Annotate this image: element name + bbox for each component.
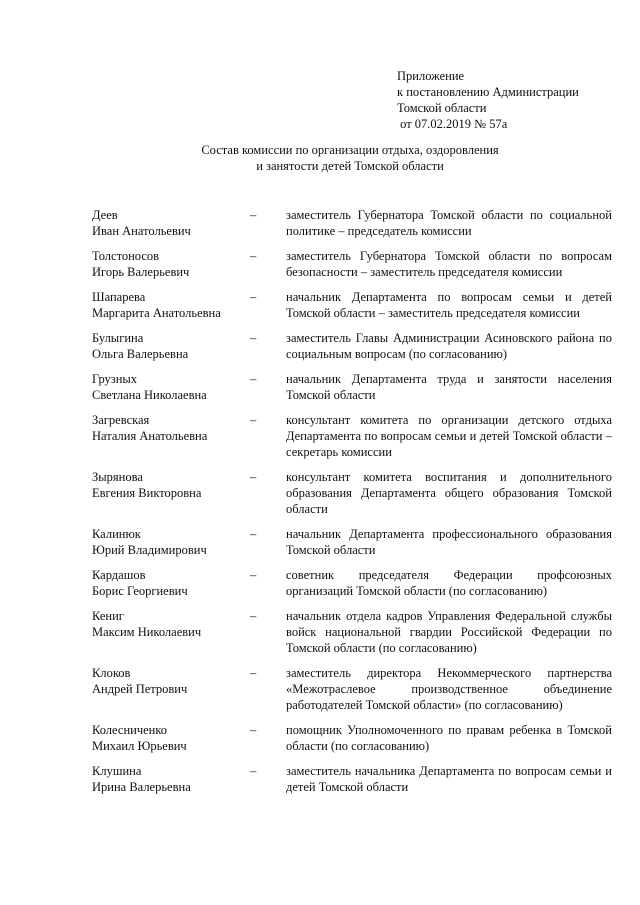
member-surname: Загревская — [92, 413, 150, 427]
member-row — [92, 665, 612, 713]
member-dash: – — [250, 723, 257, 737]
member-role: начальник Департамента труда и занятости населения Томской области — [286, 372, 612, 402]
member-given-names: Ольга Валерьевна — [92, 347, 189, 361]
appendix-line-3: Томской области — [397, 101, 487, 115]
member-dash: – — [250, 290, 257, 304]
member-name — [92, 289, 252, 321]
member-given-names: Михаил Юрьевич — [92, 739, 187, 753]
member-name — [92, 722, 252, 754]
member-row — [92, 371, 612, 403]
member-row — [92, 722, 612, 754]
member-given-names: Андрей Петрович — [92, 682, 188, 696]
member-given-names: Борис Георгиевич — [92, 584, 188, 598]
member-row — [92, 330, 612, 362]
title-line-1: Состав комиссии по организации отдыха, оздоровления — [201, 143, 499, 157]
document-title — [140, 142, 560, 174]
member-name — [92, 469, 252, 517]
member-surname: Колесниченко — [92, 723, 168, 737]
member-role: заместитель Губернатора Томской области по социальной политике – председатель комиссии — [286, 208, 612, 238]
member-dash: – — [250, 208, 257, 222]
member-name — [92, 330, 252, 362]
member-dash: – — [250, 372, 257, 386]
member-given-names: Игорь Валерьевич — [92, 265, 190, 279]
member-name — [92, 371, 252, 403]
member-row — [92, 248, 612, 280]
member-given-names: Юрий Владимирович — [92, 543, 207, 557]
member-surname: Толстоносов — [92, 249, 160, 263]
appendix-header — [397, 68, 579, 132]
member-name — [92, 567, 252, 599]
member-role: начальник Департамента по вопросам семьи и детей Томской области – заместитель председателя комиссии — [286, 290, 612, 320]
member-name — [92, 608, 252, 656]
member-name — [92, 207, 252, 239]
member-role: заместитель начальника Департамента по вопросам семьи и детей Томской области — [286, 764, 612, 794]
member-row — [92, 469, 612, 517]
member-row — [92, 763, 612, 795]
title-line-2: и занятости детей Томской области — [256, 159, 444, 173]
member-surname: Шапарева — [92, 290, 146, 304]
appendix-line-4: от 07.02.2019 № 57а — [397, 117, 508, 131]
member-role: начальник отдела кадров Управления Федеральной службы войск национальной гвардии Российской Федерации по Томской области (по согласованию) — [286, 609, 612, 655]
member-name — [92, 665, 252, 713]
member-surname: Деев — [92, 208, 118, 222]
member-surname: Клушина — [92, 764, 142, 778]
member-role: заместитель Главы Администрации Асиновского района по социальным вопросам (по согласованию) — [286, 331, 612, 361]
member-surname: Грузных — [92, 372, 138, 386]
member-row — [92, 608, 612, 656]
member-row — [92, 207, 612, 239]
member-dash: – — [250, 249, 257, 263]
member-row — [92, 412, 612, 460]
member-given-names: Ирина Валерьевна — [92, 780, 191, 794]
member-name — [92, 248, 252, 280]
member-role: консультант комитета по организации детского отдыха Департамента по вопросам семьи и детей Томской области – секретарь комиссии — [286, 413, 612, 459]
member-role: заместитель директора Некоммерческого партнерства «Межотраслевое производственное объединение работодателей Томской области» (по согласованию) — [286, 666, 612, 712]
member-given-names: Светлана Николаевна — [92, 388, 207, 402]
member-surname: Булыгина — [92, 331, 144, 345]
member-surname: Зырянова — [92, 470, 143, 484]
appendix-line-1: Приложение — [397, 69, 465, 83]
member-name — [92, 763, 252, 795]
member-role: начальник Департамента профессионального образования Томской области — [286, 527, 612, 557]
member-given-names: Евгения Викторовна — [92, 486, 202, 500]
member-dash: – — [250, 666, 257, 680]
member-role: советник председателя Федерации профсоюзных организаций Томской области (по согласованию) — [286, 568, 612, 598]
member-dash: – — [250, 470, 257, 484]
member-surname: Калинюк — [92, 527, 141, 541]
member-name — [92, 526, 252, 558]
member-given-names: Иван Анатольевич — [92, 224, 191, 238]
appendix-line-2: к постановлению Администрации — [397, 85, 579, 99]
member-role: консультант комитета воспитания и дополнительного образования Департамента общего образования Томской области — [286, 470, 612, 516]
member-dash: – — [250, 568, 257, 582]
member-role: заместитель Губернатора Томской области по вопросам безопасности – заместитель председателя комиссии — [286, 249, 612, 279]
member-dash: – — [250, 609, 257, 623]
member-surname: Кардашов — [92, 568, 146, 582]
member-role: помощник Уполномоченного по правам ребенка в Томской области (по согласованию) — [286, 723, 612, 753]
member-surname: Кениг — [92, 609, 124, 623]
member-name — [92, 412, 252, 460]
members-list — [92, 207, 612, 804]
member-dash: – — [250, 331, 257, 345]
member-dash: – — [250, 764, 257, 778]
member-dash: – — [250, 527, 257, 541]
member-row — [92, 289, 612, 321]
member-row — [92, 567, 612, 599]
member-given-names: Наталия Анатольевна — [92, 429, 208, 443]
member-given-names: Маргарита Анатольевна — [92, 306, 221, 320]
member-given-names: Максим Николаевич — [92, 625, 202, 639]
member-row — [92, 526, 612, 558]
member-surname: Клоков — [92, 666, 131, 680]
member-dash: – — [250, 413, 257, 427]
